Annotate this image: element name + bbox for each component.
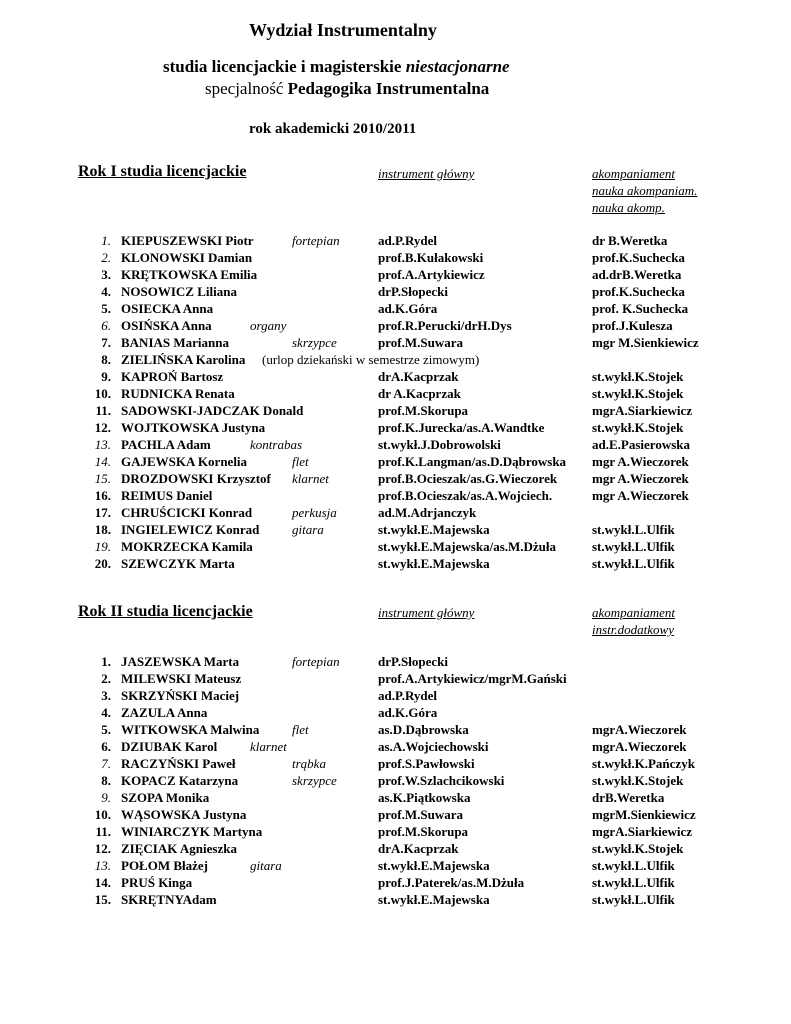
student-name: SKRĘTNYAdam: [121, 892, 217, 907]
instrument-label: skrzypce: [292, 773, 337, 788]
accompanist-name: st.wykł.L.Ulfik: [592, 556, 675, 571]
list-item: [0, 671, 791, 688]
teacher-name: as.A.Wojciechowski: [378, 739, 489, 754]
teacher-name: prof.B.Ocieszak/as.A.Wojciech.: [378, 488, 553, 503]
teacher-name: ad.K.Góra: [378, 705, 438, 720]
student-name: ZIĘCIAK Agnieszka: [121, 841, 237, 856]
instrument-label: gitara: [250, 858, 282, 873]
accompanist-name: ad.E.Pasierowska: [592, 437, 690, 452]
list-item: [0, 267, 791, 284]
accompanist-name: mgr M.Sienkiewicz: [592, 335, 699, 350]
list-item: [0, 471, 791, 488]
student-name: ZIELIŃSKA Karolina: [121, 352, 246, 367]
list-item: [0, 892, 791, 909]
list-item: [0, 522, 791, 539]
student-name: DZIUBAK Karol: [121, 739, 218, 754]
list-item: [0, 403, 791, 420]
instrument-label: organy: [250, 318, 287, 333]
teacher-name: prof.M.Suwara: [378, 807, 463, 822]
teacher-name: drA.Kacprzak: [378, 369, 459, 384]
row-number: 1.: [101, 654, 111, 669]
student-name: WĄSOWSKA Justyna: [121, 807, 247, 822]
accompanist-name: mgr A.Wieczorek: [592, 454, 689, 469]
instrument-label: flet: [292, 454, 309, 469]
student-name: KRĘTKOWSKA Emilia: [121, 267, 258, 282]
accompanist-name: mgr A.Wieczorek: [592, 471, 689, 486]
list-item: [0, 790, 791, 807]
row-number: 14.: [94, 454, 111, 469]
section2-col-acc-2: instr.dodatkowy: [592, 622, 674, 637]
teacher-name: prof.A.Artykiewicz: [378, 267, 485, 282]
accompanist-name: st.wykł.K.Stojek: [592, 369, 684, 384]
row-number: 11.: [95, 403, 111, 418]
row-number: 20.: [94, 556, 111, 571]
teacher-name: st.wykł.E.Majewska: [378, 892, 490, 907]
student-name: WINIARCZYK Martyna: [121, 824, 263, 839]
accompanist-name: mgrA.Wieczorek: [592, 739, 687, 754]
section1-col-acc-1: akompaniament: [592, 166, 676, 181]
list-item: [0, 505, 791, 522]
instrument-label: skrzypce: [292, 335, 337, 350]
teacher-name: drP.Słopecki: [378, 284, 448, 299]
list-item: [0, 654, 791, 671]
student-name: BANIAS Marianna: [121, 335, 229, 350]
subtitle-italic: niestacjonarne: [405, 57, 510, 76]
accompanist-name: st.wykł.L.Ulfik: [592, 875, 675, 890]
instrument-label: flet: [292, 722, 309, 737]
row-number: 13.: [94, 437, 111, 452]
teacher-name: prof.S.Pawłowski: [378, 756, 475, 771]
row-number: 18.: [94, 522, 111, 537]
list-item: [0, 756, 791, 773]
row-number: 7.: [101, 756, 111, 771]
list-item: [0, 824, 791, 841]
accompanist-name: mgr A.Wieczorek: [592, 488, 689, 503]
accompanist-name: dr B.Weretka: [592, 233, 668, 248]
instrument-label: klarnet: [250, 739, 287, 754]
student-name: SZEWCZYK Marta: [121, 556, 235, 571]
student-name: WITKOWSKA Malwina: [121, 722, 260, 737]
student-name: POŁOM Błażej: [121, 858, 209, 873]
list-item: [0, 352, 791, 369]
row-number: 8.: [101, 352, 111, 367]
row-number: 8.: [101, 773, 111, 788]
student-name: OSIŃSKA Anna: [121, 318, 212, 333]
section2-col-acc-1: akompaniament: [592, 605, 676, 620]
student-name: KLONOWSKI Damian: [121, 250, 253, 265]
accompanist-name: st.wykł.K.Stojek: [592, 386, 684, 401]
accompanist-name: st.wykł.K.Stojek: [592, 841, 684, 856]
student-name: NOSOWICZ Liliana: [121, 284, 237, 299]
list-item: [0, 705, 791, 722]
row-number: 9.: [101, 790, 111, 805]
accompanist-name: prof. K.Suchecka: [592, 301, 689, 316]
row-number: 17.: [94, 505, 111, 520]
list-item: [0, 233, 791, 250]
instrument-label: klarnet: [292, 471, 329, 486]
row-number: 15.: [94, 892, 111, 907]
list-item: [0, 841, 791, 858]
row-note: (urlop dziekański w semestrze zimowym): [262, 352, 480, 367]
section1-col-acc-3: nauka akomp.: [592, 200, 665, 215]
row-number: 4.: [101, 284, 111, 299]
teacher-name: st.wykł.E.Majewska: [378, 858, 490, 873]
teacher-name: ad.P.Rydel: [378, 688, 438, 703]
teacher-name: prof.W.Szlachcikowski: [378, 773, 505, 788]
row-number: 6.: [101, 739, 111, 754]
teacher-name: drP.Słopecki: [378, 654, 448, 669]
section2-title: Rok II studia licencjackie: [78, 603, 253, 620]
specialty-name: Pedagogika Instrumentalna: [287, 79, 490, 98]
student-name: KAPROŃ Bartosz: [121, 369, 224, 384]
accompanist-name: ad.drB.Weretka: [592, 267, 682, 282]
teacher-name: prof.M.Skorupa: [378, 824, 469, 839]
row-number: 9.: [101, 369, 111, 384]
accompanist-name: prof.K.Suchecka: [592, 250, 685, 265]
row-number: 11.: [95, 824, 111, 839]
instrument-label: kontrabas: [250, 437, 302, 452]
list-item: [0, 301, 791, 318]
list-item: [0, 539, 791, 556]
teacher-name: as.K.Piątkowska: [378, 790, 471, 805]
section1-col-instrument: instrument główny: [378, 166, 475, 181]
teacher-name: prof.A.Artykiewicz/mgrM.Gański: [378, 671, 567, 686]
teacher-name: prof.B.Ocieszak/as.G.Wieczorek: [378, 471, 558, 486]
student-name: RACZYŃSKI Paweł: [121, 756, 236, 771]
accompanist-name: st.wykł.K.Pańczyk: [592, 756, 695, 771]
list-item: [0, 437, 791, 454]
row-number: 1.: [101, 233, 111, 248]
section2-col-instrument: instrument główny: [378, 605, 475, 620]
list-item: [0, 488, 791, 505]
student-name: KOPACZ Katarzyna: [121, 773, 239, 788]
list-item: [0, 739, 791, 756]
student-name: INGIELEWICZ Konrad: [121, 522, 260, 537]
list-item: [0, 420, 791, 437]
instrument-label: perkusja: [292, 505, 337, 520]
list-item: [0, 369, 791, 386]
accompanist-name: mgrM.Sienkiewicz: [592, 807, 696, 822]
student-name: WOJTKOWSKA Justyna: [121, 420, 266, 435]
row-number: 19.: [94, 539, 111, 554]
accompanist-name: st.wykł.L.Ulfik: [592, 858, 675, 873]
student-name: PRUŚ Kinga: [121, 875, 193, 890]
teacher-name: ad.M.Adrjanczyk: [378, 505, 477, 520]
accompanist-name: drB.Weretka: [592, 790, 665, 805]
student-name: REIMUS Daniel: [121, 488, 213, 503]
accompanist-name: st.wykł.L.Ulfik: [592, 522, 675, 537]
row-number: 2.: [101, 671, 111, 686]
list-item: [0, 556, 791, 573]
teacher-name: st.wykł.J.Dobrowolski: [378, 437, 501, 452]
instrument-label: fortepian: [292, 654, 340, 669]
student-name: RUDNICKA Renata: [121, 386, 235, 401]
teacher-name: st.wykł.E.Majewska: [378, 556, 490, 571]
teacher-name: prof.K.Jurecka/as.A.Wandtke: [378, 420, 545, 435]
teacher-name: prof.K.Langman/as.D.Dąbrowska: [378, 454, 567, 469]
teacher-name: st.wykł.E.Majewska: [378, 522, 490, 537]
instrument-label: gitara: [292, 522, 324, 537]
section1-title: Rok I studia licencjackie: [78, 163, 247, 180]
teacher-name: ad.P.Rydel: [378, 233, 438, 248]
teacher-name: drA.Kacprzak: [378, 841, 459, 856]
accompanist-name: st.wykł.L.Ulfik: [592, 539, 675, 554]
row-number: 16.: [94, 488, 111, 503]
row-number: 12.: [94, 841, 111, 856]
teacher-name: dr A.Kacprzak: [378, 386, 461, 401]
student-name: MOKRZECKA Kamila: [121, 539, 253, 554]
accompanist-name: st.wykł.K.Stojek: [592, 420, 684, 435]
teacher-name: as.D.Dąbrowska: [378, 722, 469, 737]
row-number: 5.: [101, 722, 111, 737]
accompanist-name: mgrA.Wieczorek: [592, 722, 687, 737]
specialty-label: specjalność: [205, 79, 288, 98]
teacher-name: ad.K.Góra: [378, 301, 438, 316]
student-name: JASZEWSKA Marta: [121, 654, 240, 669]
teacher-name: prof.R.Perucki/drH.Dys: [378, 318, 512, 333]
teacher-name: st.wykł.E.Majewska/as.M.Dżuła: [378, 539, 557, 554]
academic-year: rok akademicki 2010/2011: [249, 121, 417, 137]
row-number: 10.: [94, 386, 111, 401]
list-item: [0, 284, 791, 301]
row-number: 3.: [101, 688, 111, 703]
subtitle-line: [163, 57, 510, 77]
student-name: CHRUŚCICKI Konrad: [121, 505, 253, 520]
student-name: OSIECKA Anna: [121, 301, 214, 316]
subtitle-plain: studia licencjackie i magisterskie: [163, 57, 406, 76]
instrument-label: fortepian: [292, 233, 340, 248]
student-name: ZAZULA Anna: [121, 705, 208, 720]
student-name: DROZDOWSKI Krzysztof: [121, 471, 271, 486]
student-name: GAJEWSKA Kornelia: [121, 454, 248, 469]
list-item: [0, 875, 791, 892]
accompanist-name: mgrA.Siarkiewicz: [592, 403, 693, 418]
row-number: 5.: [101, 301, 111, 316]
accompanist-name: st.wykł.L.Ulfik: [592, 892, 675, 907]
student-name: MILEWSKI Mateusz: [121, 671, 242, 686]
row-number: 14.: [94, 875, 111, 890]
student-name: SKRZYŃSKI Maciej: [121, 688, 240, 703]
teacher-name: prof.J.Paterek/as.M.Dżuła: [378, 875, 525, 890]
accompanist-name: prof.J.Kulesza: [592, 318, 673, 333]
instrument-label: trąbka: [292, 756, 326, 771]
list-item: [0, 773, 791, 790]
specialty-line: [205, 79, 489, 99]
row-number: 13.: [94, 858, 111, 873]
list-item: [0, 335, 791, 352]
row-number: 7.: [101, 335, 111, 350]
accompanist-name: prof.K.Suchecka: [592, 284, 685, 299]
list-item: [0, 318, 791, 335]
row-number: 15.: [94, 471, 111, 486]
row-number: 2.: [101, 250, 111, 265]
page-title: Wydział Instrumentalny: [249, 20, 437, 40]
list-item: [0, 454, 791, 471]
row-number: 3.: [101, 267, 111, 282]
teacher-name: prof.M.Suwara: [378, 335, 463, 350]
accompanist-name: st.wykł.K.Stojek: [592, 773, 684, 788]
row-number: 6.: [101, 318, 111, 333]
list-item: [0, 688, 791, 705]
row-number: 12.: [94, 420, 111, 435]
section1-col-acc-2: nauka akompaniam.: [592, 183, 698, 198]
list-item: [0, 722, 791, 739]
list-item: [0, 386, 791, 403]
student-name: SZOPA Monika: [121, 790, 210, 805]
list-item: [0, 858, 791, 875]
teacher-name: prof.M.Skorupa: [378, 403, 469, 418]
row-number: 4.: [101, 705, 111, 720]
student-name: PACHLA Adam: [121, 437, 211, 452]
student-name: SADOWSKI-JADCZAK Donald: [121, 403, 304, 418]
row-number: 10.: [94, 807, 111, 822]
teacher-name: prof.B.Kułakowski: [378, 250, 484, 265]
list-item: [0, 807, 791, 824]
student-name: KIEPUSZEWSKI Piotr: [121, 233, 254, 248]
accompanist-name: mgrA.Siarkiewicz: [592, 824, 693, 839]
list-item: [0, 250, 791, 267]
